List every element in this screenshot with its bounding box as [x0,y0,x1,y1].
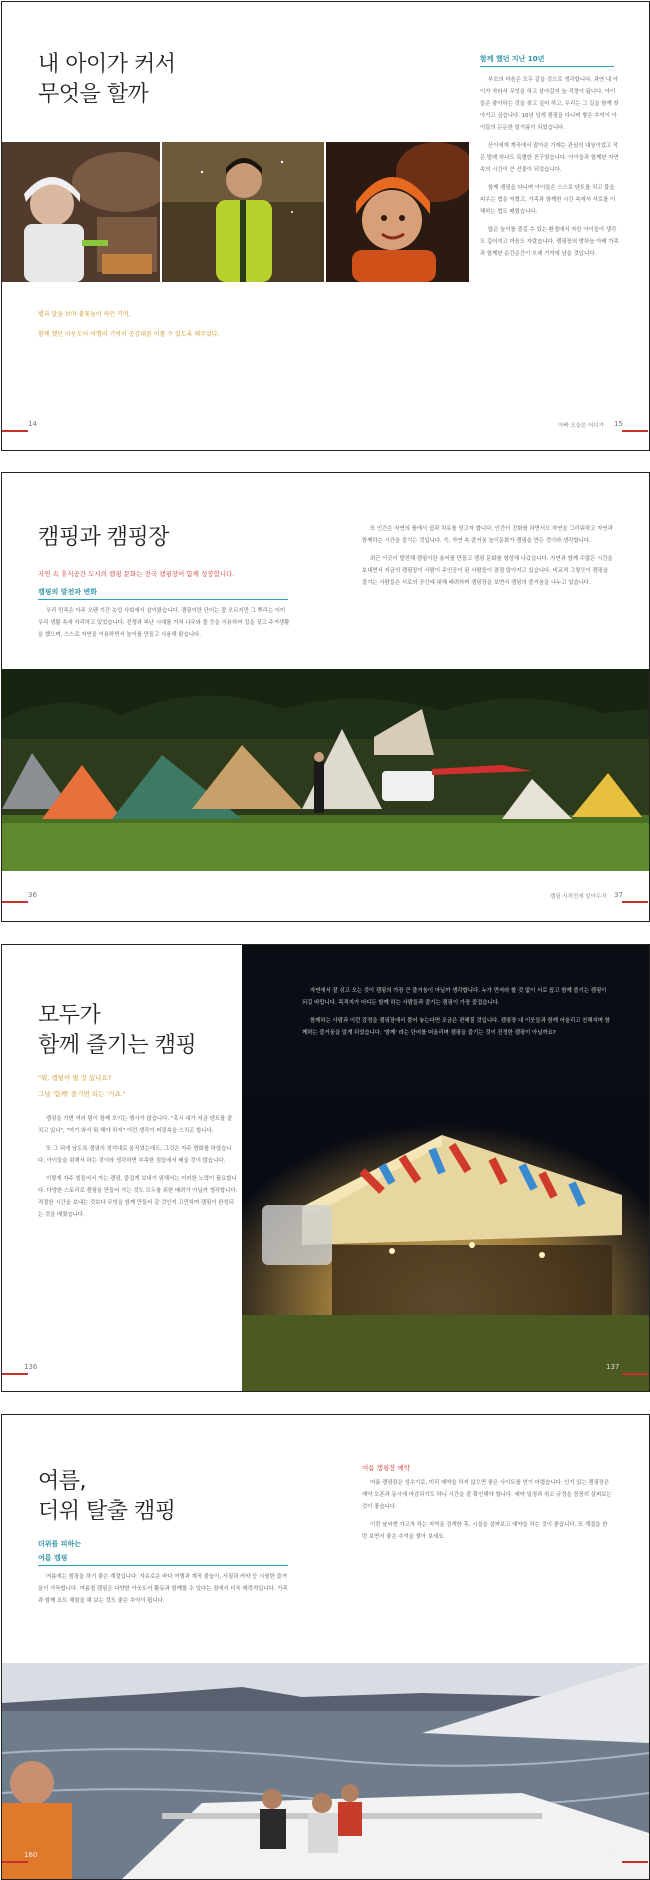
page-number-left: 160 [24,1851,38,1859]
paragraph: 여름에는 캠핑을 하기 좋은 계절입니다. 자유로운 바다 여행과 계곡 물놀이, 서핑과 카약 등 시원한 즐거움이 가득합니다. 여름철 캠핑은 다양한 아웃도어 활동과 함께할 수 있다는 점에서 더욱 매력적입니다. 가족과 함께 요트 체험을 해 보는 것도 좋은 추억이 됩니다. [38,1574,288,1604]
spread-1 [1,1,650,451]
photo-child-cooking-illustration [2,142,160,282]
subhead-rule [480,66,614,67]
section-subhead: 함께 했던 지난 10년 [480,55,545,63]
paragraph: 최근 이곳이 발전해 캠핑이란 용어를 만들고 캠핑 문화를 형성해 나갔습니다. 자연과 함께 수많은 시간을 보내면서 지금의 캠핑장이 사람이 주인공이 된 사람들이 점점 많아지고 있습니다. 비교적 그렇듯이 캠핑을 즐기는 사람들은 서로의 공간에 대해 배려하며 캠핑장을 보면서 캠핑의 즐거움을 나누고 있습니다. [362,556,613,586]
photo-child-orange-hat-illustration [326,142,469,282]
page-number-right: 137 [606,1363,620,1371]
body-text-right [362,1477,614,1549]
paragraph: 여름 캠핑장은 성수기로, 미리 예약을 하지 않으면 좋은 사이트를 얻기 어렵습니다. 인기 있는 캠핑장은 예약 오픈과 동시에 마감되기도 하니 시간을 잘 확인해야 합니다. 예약 일정과 취소 규정을 꼼꼼히 살펴보는 것이 좋습니다. [362,1480,612,1510]
photo-sailing-yacht-illustration [2,1663,649,1879]
section-subhead-line-1: 더위를 피하는 [38,1540,82,1548]
paragraph: 캠핑을 가면 여러 팀이 함께 모이는 행사가 많습니다. "혹시 내가 지금 텐트를 잘 치고 있나", "여기 와서 뭐 해야 하지" 이런 생각이 머릿속을 스치곤 합니다. [38,1116,233,1134]
quote-line-2: 그냥 '함께' 즐기면 되는 '거죠." [38,1090,126,1098]
body-text-right [362,523,614,595]
section-subhead-line-2: 여름 캠핑 [38,1554,68,1562]
page-number-bar-left [2,1861,28,1863]
paragraph: 우리 민족은 아주 오랜 기간 농업 사회에서 살아왔습니다. 캠핑이란 단어는 잘 모르지만 그 뿌리는 이미 우리 생활 속에 자리하고 있었습니다. 전쟁과 피난 시대를 거쳐 나무와 풀 등을 이용하여 집을 짓고 주거생활을 했으며, 스스로 자연을 이용하면서 놀이를 만들고 사용해 왔습니다. [38,608,290,638]
page-number-bar-left [2,1373,28,1375]
page-title: 여름, 더위 탈출 캠핑 [38,1469,176,1524]
photo-child-cooking [2,142,160,282]
paragraph: 또 그 뒤에 남도록 캠핑의 정석대로 움직였는데도, 그것은 자주 변화를 하였습니다. 아이들을 위해서 하는 것이라 생각하면 부족한 점들에서 배울 것이 많습니다. [38,1146,232,1164]
paragraph: 이렇게 자주 힘들어서 가는 캠핑, 즐겁게 보내기 위해서는 이러한 노력이 필요합니다. 다양한 스토리로 캠핑을 만들어 가는 것도 모두를 위한 배려가 아닐까 생각합니다. 적절한 시간을 보내는 것보다 무엇을 함께 만들어 갈 것인지 고민하며 캠핑이 완성되는 것을 배웠습니다. [38,1176,238,1218]
running-footer: 아빠 오늘은 어디가 [558,423,605,429]
paragraph: 자연에서 잘 쉬고 오는 것이 캠핑의 가장 큰 즐거움이 아닐까 생각합니다. 누가 먼저라 할 것 없이 서로 돕고 함께 즐기는 캠핑이 되길 바랍니다. 목적지가 어디든 함께 하는 사람들과 즐기는 캠핑이 가장 즐겁습니다. [302,988,607,1006]
page-title: 내 아이가 커서 무엇을 할까 [38,52,176,107]
spread-3 [1,944,650,1392]
subhead-rule [38,1565,288,1566]
paragraph: 또 인간은 자연의 품에서 쉼과 치유를 얻고자 합니다. 인간이 진화를 하면서도 자연을 그리워하고 자연과 함께하는 시간을 즐기는 것입니다. 즉, 자연 속 즐거움 놀이문화가 캠핑을 만든 것이라 생각합니다. [362,526,613,544]
page-number-left: 14 [28,420,37,428]
photo-campsite-illustration [2,669,649,871]
page-number-bar-right [622,430,648,432]
page-number-right: 37 [614,891,623,899]
body-text-left [38,1571,290,1613]
body-text-right [480,74,620,266]
paragraph: 산이에게 계곡에서 잡아온 가재는 관심의 대상이었고 작은 벌레 하나도 특별한 친구였습니다. 아이들과 함께한 자연 속의 시간이 큰 선물이 되었습니다. [480,143,619,173]
page-title: 캠핑과 캠핑장 [38,525,170,550]
page-number-bar-right [622,1861,648,1863]
paragraph: 부모의 마음은 모두 같을 것으로 생각합니다. 과연 내 아이가 자라서 무엇을 하고 살아갈지 늘 걱정이 됩니다. 아이들은 좋아하는 것을 찾고 싶어 하고, 우리는 그 길을 함께 찾아가고 싶습니다. 10년 넘게 캠핑을 다니며 쌓은 추억이 아이들의 든든한 밑거름이 되었습니다. [480,77,619,131]
paragraph: 이런 날씨엔 가고자 하는 지역을 검색한 후, 시설을 살펴보고 예약을 하는 것이 좋습니다. 또 계절을 한 번 보면서 좋은 추억을 쌓아 보세요. [362,1522,608,1540]
paragraph: 함께 캠핑을 다니며 아이들은 스스로 텐트를 치고 불을 피우는 법을 익혔고, 가족과 함께한 시간 속에서 서로를 이해하는 법도 배웠습니다. [480,185,616,215]
page-number-bar-right [622,901,648,903]
paragraph: 많은 놀이를 즐길 수 있는 환경에서 자란 아이들이 생각도 깊어지고 마음도 자랐습니다. 캠핑장의 밤하늘 아래 가족과 함께한 순간순간이 오래 기억에 남을 것입니다. [480,227,619,257]
photo-boy-green-jacket-illustration [162,142,324,282]
running-footer: 캠핑 시작전에 알아두자 [550,894,607,900]
body-text-right [302,985,612,1045]
spread-4 [1,1414,650,1880]
photo-campsite [2,669,649,871]
caption-line-2: 함께 했던 아웃도어 여행의 기억이 공감대를 이룰 수 있도록 해주었다. [38,331,220,338]
page-number-bar-right [622,1373,648,1375]
photo-sailing-yacht [2,1663,649,1879]
page-number-bar-left [2,901,28,903]
paragraph: 함께하는 사람과 이런 감정을 캠핑장에서 풀어 놓는다면 조금은 편해질 것입니다. 캠핑장 내 이웃들과 함께 어울리고 친해지며 함께하는 즐거움을 알게 되었습니다. '함께' 라는 단어를 떠올리며 캠핑을 즐기는 것이 진정한 캠핑이 아닐까요? [302,1018,610,1036]
page-number-right: 15 [614,420,623,428]
page-title: 모두가 함께 즐기는 캠핑 [38,1003,197,1058]
page-number-left: 36 [28,891,37,899]
caption-line-1: 별과 달을 보며 불꽃놀이 하던 기억, [38,311,131,318]
page-number-bar-left [2,430,28,432]
section-subhead: 캠핑의 발전과 변화 [38,588,97,596]
subhead-rule [38,599,288,600]
red-highlight-line: 자연 속 휴식공간 도시의 캠핑 문화는 전국 캠핑장이 함께 성장합니다. [38,570,235,578]
photo-boy-green-jacket [162,142,324,282]
photo-child-orange-hat [326,142,469,282]
page-number-left: 136 [24,1363,38,1371]
spread-2 [1,472,650,922]
quote-line-1: "뭐, 캠핑이 별 것 있나요? [38,1074,112,1082]
body-text-left [38,1113,238,1227]
page-number-right: 161 [606,1851,620,1859]
red-section-head: 여름 캠핑장 예약 [362,1464,411,1472]
body-text-left [38,605,290,647]
